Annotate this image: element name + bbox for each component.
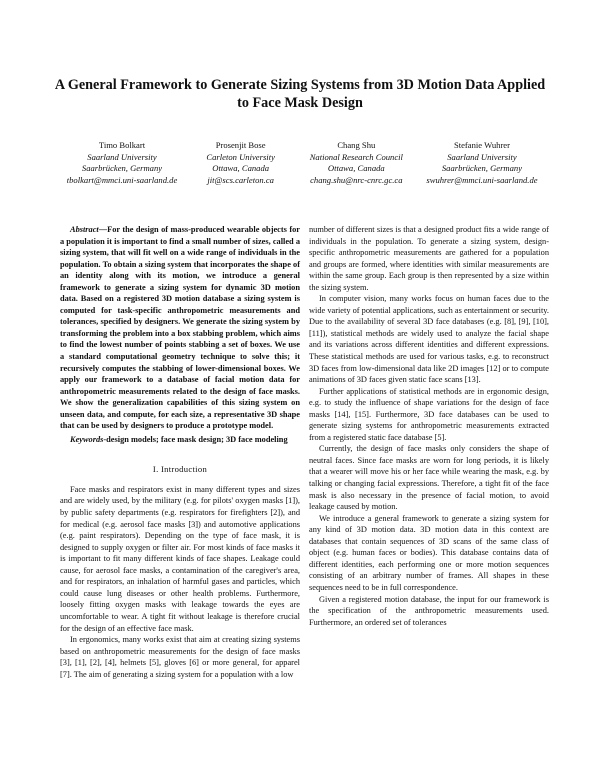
body-paragraph: We introduce a general framework to generate a sizing system for any kind of 3D motion data. 3D motion data in this context are databases that contain sequences of 3D scans of the same class of object (e.g. human faces or bodies). This database contains data of different identities, each performing one or more motion sequences consisting of an arbitrary number of frames. All shapes in these sequences need to be in full correspondence. bbox=[309, 513, 549, 592]
author-list bbox=[60, 140, 544, 186]
keywords-text: -design models; face mask design; 3D face modeling bbox=[103, 434, 288, 444]
abstract-text: —For the design of mass-produced wearable objects for a population it is important to find a small number of sizes, called a sizing system, that will fit well on a wide range of individuals in the population. To obtain a sizing system that incorporates the shape of an identity along with its motion, we introduce a general framework to generate a sizing system for dynamic 3D motion data. Based on a registered 3D motion database a sizing system is computed for task-specific anthropometric measurements and tolerances, specified by designers. We generate the sizing system by transforming the problem into a box stabbing problem, which aims to find the lowest number of points stabbing a set of boxes. We use a standard computational geometry technique to solve this; it recursively computes the stabbing of lower-dimensional boxes. We apply our framework to a database of facial motion data for anthropometric measurements related to the design of face masks. We show the generalization capabilities of this sizing system on unseen data, and compute, for each size, a representative 3D shape that can be used by designers to produce a prototype model. bbox=[60, 225, 300, 431]
body-paragraph: In computer vision, many works focus on human faces due to the wide variety of potential applications, such as entertainment or security. Due to the availability of several 3D face databases (e.g. [8], [9], [10], [11]), statistical methods are widely used to analyze the facial shape and its variations across different identities and different expressions. These statistical methods are used for various tasks, e.g. to reconstruct 3D faces from low-dimensional data like 2D images [12] or to compute animations of 3D faces given static face scans [13]. bbox=[309, 294, 549, 385]
author-location: Saarbrücken, Germany bbox=[441, 163, 523, 173]
author-location: Ottawa, Canada bbox=[212, 163, 270, 173]
right-column bbox=[309, 224, 549, 628]
left-column bbox=[60, 224, 300, 680]
author-name: Chang Shu bbox=[337, 140, 376, 150]
abstract-label: Abstract bbox=[70, 225, 99, 234]
body-paragraph: Further applications of statistical methods are in ergonomic design, e.g. to study the influence of shape variations for the design of face masks [14], [15]. Furthermore, 3D face databases can be used to generate sizing systems for anthropometric measurements extracted from a registered static face database [5]. bbox=[309, 386, 549, 442]
author-location: Saarbrücken, Germany bbox=[81, 163, 163, 173]
section-heading-introduction: I. Introduction bbox=[152, 464, 208, 475]
author-affiliation: Saarland University bbox=[87, 151, 157, 162]
abstract bbox=[60, 224, 300, 432]
keywords bbox=[60, 434, 300, 446]
author-block bbox=[420, 140, 544, 186]
body-paragraph: Currently, the design of face masks only considers the shape of neutral faces. Since face masks are worn for long periods, it is likely that a wearer will move his or her face while wearing the mask, e.g. by talking or changing facial expressions. Therefore, a tight fit of the face mask is also necessary in the presence of facial motion, to avoid leakage caused by motion. bbox=[309, 444, 549, 512]
author-location: Ottawa, Canada bbox=[327, 163, 385, 173]
body-paragraph: number of different sizes is that a designed product fits a wide range of individuals in the population. To generate a sizing system, design-specific anthropometric measurements are gathered for a population and groups are formed, where identities with similar measurements are within the same group. Each group is then represented by a size within the sizing system. bbox=[309, 225, 549, 292]
author-name: Stefanie Wuhrer bbox=[453, 140, 510, 150]
author-name: Prosenjit Bose bbox=[215, 140, 266, 150]
body-paragraph: Given a registered motion database, the input for our framework is the specification of the anthropometric measurements used. Furthermore, an ordered set of tolerances bbox=[309, 594, 549, 627]
author-block bbox=[60, 140, 184, 186]
body-paragraph: Face masks and respirators exist in many different types and sizes and are widely used, by the military (e.g. for pilots' oxygen masks [1]), by public safety departments (e.g. respirators for firefighters [2]), and for medical (e.g. aerosol face masks [3]) and automotive applications (e.g. paint respirators). Depending on the type of face mask, it is designed to supply oxygen or filter air. For most kinds of face masks it is important to fit many different kinds of face shapes. Leakage could cause, for aerosol face masks, a contamination of the caregiver's area, and for respirators, an inhalation of harmful gases and particles, which could cause lung diseases or other health problems. Furthermore, loosely fitting oxygen masks with leakage towards the eyes are uncomfortable to wear. A tight fit without leakage is therefore crucial for the design of an effective face mask. bbox=[60, 484, 300, 633]
author-affiliation: National Research Council bbox=[309, 151, 403, 162]
author-email: jit@scs.carleton.ca bbox=[207, 174, 274, 185]
paper-title: A General Framework to Generate Sizing Systems from 3D Motion Data Applied to Face Mask Design bbox=[54, 77, 546, 111]
author-email: swuhrer@mmci.uni-saarland.de bbox=[426, 174, 538, 185]
author-name: Timo Bolkart bbox=[98, 140, 146, 150]
author-affiliation: Saarland University bbox=[447, 151, 517, 162]
author-email: tbolkart@mmci.uni-saarland.de bbox=[66, 174, 178, 185]
author-email: chang.shu@nrc-cnrc.gc.ca bbox=[310, 174, 403, 185]
author-block bbox=[297, 140, 415, 186]
author-affiliation: Carleton University bbox=[206, 151, 275, 162]
author-block bbox=[189, 140, 293, 186]
body-paragraph: In ergonomics, many works exist that aim at creating sizing systems based on anthropometric measurements for the design of face masks [3], [1], [2], [4], helmets [5], gloves [6] or more general, for apparel [7]. The aim of generating a sizing system for a population with a low bbox=[60, 635, 300, 679]
keywords-label: Keywords bbox=[70, 434, 104, 444]
